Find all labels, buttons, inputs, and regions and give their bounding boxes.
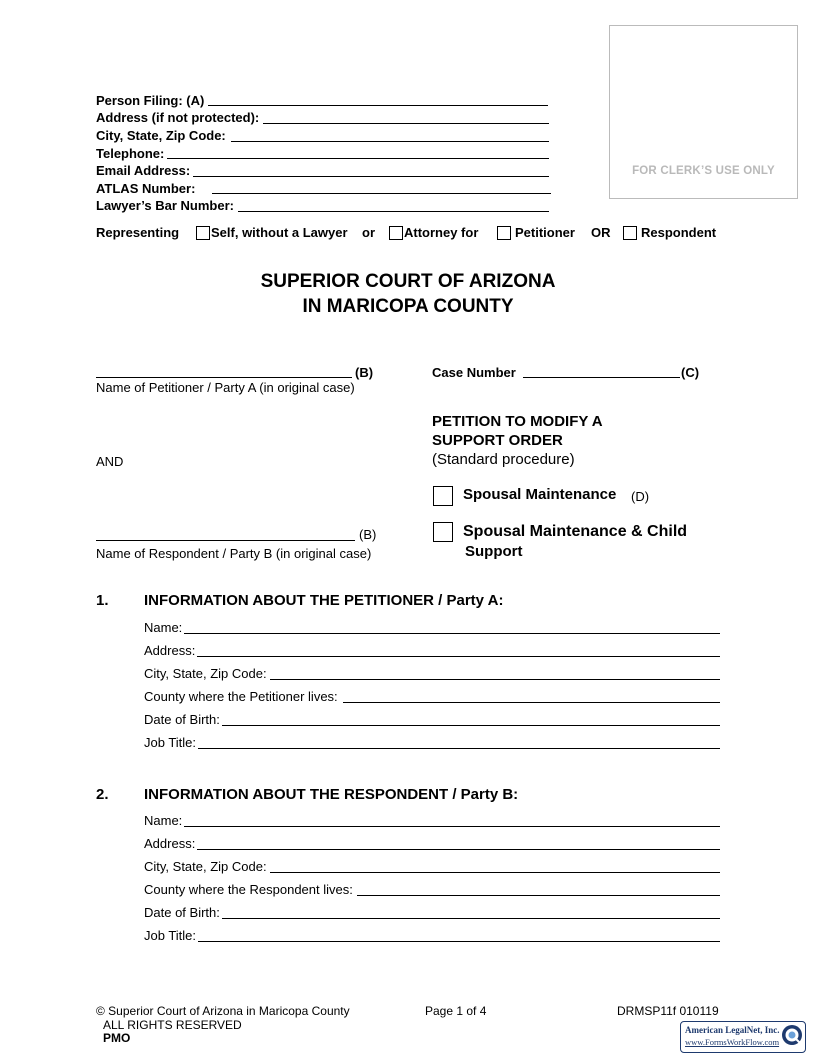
or-text: or	[362, 225, 375, 240]
bar-number-input[interactable]	[238, 211, 549, 212]
section2-title: INFORMATION ABOUT THE RESPONDENT / Party B:	[144, 786, 519, 803]
case-number-input[interactable]	[523, 377, 680, 378]
spousal-child-support-label-line2: Support	[465, 543, 523, 560]
spousal-child-support-label-line1: Spousal Maintenance & Child	[463, 523, 688, 540]
logo-url-link[interactable]: www.FormsWorkFlow.com	[685, 1037, 780, 1047]
respondent-city-input[interactable]	[270, 872, 720, 873]
petitioner-name-input[interactable]	[96, 377, 352, 378]
city-state-zip-input[interactable]	[231, 141, 549, 142]
respondent-name-field-label: Name:	[144, 813, 183, 828]
petitioner-jobtitle-label: Job Title:	[144, 735, 197, 750]
attorney-checkbox[interactable]	[389, 226, 403, 240]
person-filing-input[interactable]	[208, 105, 548, 106]
address-input[interactable]	[263, 123, 549, 124]
respondent-label: Respondent	[641, 225, 717, 240]
petitioner-county-input[interactable]	[343, 702, 720, 703]
petitioner-dob-label: Date of Birth:	[144, 712, 220, 727]
doc-subtitle: (Standard procedure)	[432, 451, 575, 468]
attorney-label: Attorney for	[404, 225, 479, 240]
footer-code: PMO	[103, 1031, 131, 1045]
petitioner-address-input[interactable]	[197, 656, 720, 657]
case-number-label: Case Number	[432, 365, 516, 380]
spousal-maintenance-checkbox[interactable]	[433, 486, 453, 506]
petitioner-name-field-input[interactable]	[184, 633, 720, 634]
petitioner-name-label: Name of Petitioner / Party A (in original case)	[96, 380, 355, 395]
petitioner-jobtitle-input[interactable]	[198, 748, 720, 749]
respondent-dob-input[interactable]	[222, 918, 720, 919]
petitioner-checkbox[interactable]	[497, 226, 511, 240]
respondent-marker: (B)	[359, 527, 377, 542]
petitioner-county-label: County where the Petitioner lives:	[144, 689, 338, 704]
section1-number: 1.	[96, 592, 109, 609]
petitioner-label: Petitioner	[515, 225, 575, 240]
petitioner-city-label: City, State, Zip Code:	[144, 666, 267, 681]
logo-globe-icon	[781, 1024, 803, 1046]
section1-title: INFORMATION ABOUT THE PETITIONER / Party A:	[144, 592, 504, 609]
respondent-city-label: City, State, Zip Code:	[144, 859, 267, 874]
respondent-checkbox[interactable]	[623, 226, 637, 240]
self-checkbox[interactable]	[196, 226, 210, 240]
petitioner-name-field-label: Name:	[144, 620, 183, 635]
telephone-label: Telephone:	[96, 146, 165, 161]
or-uppercase-text: OR	[591, 225, 611, 240]
person-filing-label: Person Filing: (A)	[96, 93, 205, 108]
americanlegalnet-logo	[680, 1021, 806, 1053]
case-number-marker: (C)	[681, 365, 700, 380]
respondent-dob-label: Date of Birth:	[144, 905, 220, 920]
respondent-address-label: Address:	[144, 836, 196, 851]
petitioner-marker: (B)	[355, 365, 374, 380]
spousal-child-support-checkbox[interactable]	[433, 522, 453, 542]
self-label: Self, without a Lawyer	[211, 225, 348, 240]
bar-number-label: Lawyer’s Bar Number:	[96, 198, 234, 213]
footer-page-number: Page 1 of 4	[425, 1004, 487, 1018]
petitioner-dob-input[interactable]	[222, 725, 720, 726]
logo-company-text: American LegalNet, Inc.	[685, 1025, 780, 1035]
atlas-number-input[interactable]	[212, 193, 551, 194]
respondent-address-input[interactable]	[197, 849, 720, 850]
section2-number: 2.	[96, 786, 109, 803]
respondent-name-field-input[interactable]	[184, 826, 720, 827]
respondent-county-input[interactable]	[357, 895, 720, 896]
email-label: Email Address:	[96, 163, 191, 178]
doc-title-line2: SUPPORT ORDER	[432, 432, 563, 449]
spousal-maintenance-label: Spousal Maintenance	[463, 486, 617, 503]
petitioner-address-label: Address:	[144, 643, 196, 658]
spousal-maintenance-marker: (D)	[631, 489, 650, 504]
petitioner-city-input[interactable]	[270, 679, 720, 680]
email-input[interactable]	[193, 176, 549, 177]
respondent-name-label: Name of Respondent / Party B (in original case)	[96, 546, 372, 561]
footer-form-id: DRMSP11f 010119	[617, 1004, 719, 1018]
footer-copyright: © Superior Court of Arizona in Maricopa County	[96, 1004, 350, 1018]
respondent-jobtitle-input[interactable]	[198, 941, 720, 942]
respondent-jobtitle-label: Job Title:	[144, 928, 197, 943]
respondent-name-input[interactable]	[96, 540, 355, 541]
address-label: Address (if not protected):	[96, 110, 260, 125]
city-state-zip-label: City, State, Zip Code:	[96, 128, 226, 143]
clerk-use-box	[609, 25, 798, 199]
respondent-county-label: County where the Respondent lives:	[144, 882, 353, 897]
and-text: AND	[96, 454, 124, 469]
court-title-line2: IN MARICOPA COUNTY	[302, 296, 514, 317]
representing-label: Representing	[96, 225, 180, 240]
court-title-line1: SUPERIOR COURT OF ARIZONA	[260, 271, 556, 292]
atlas-number-label: ATLAS Number:	[96, 181, 196, 196]
telephone-input[interactable]	[167, 158, 549, 159]
footer-rights: ALL RIGHTS RESERVED	[103, 1018, 242, 1032]
doc-title-line1: PETITION TO MODIFY A	[432, 413, 603, 430]
clerk-use-text: FOR CLERK’S USE ONLY	[632, 165, 775, 177]
